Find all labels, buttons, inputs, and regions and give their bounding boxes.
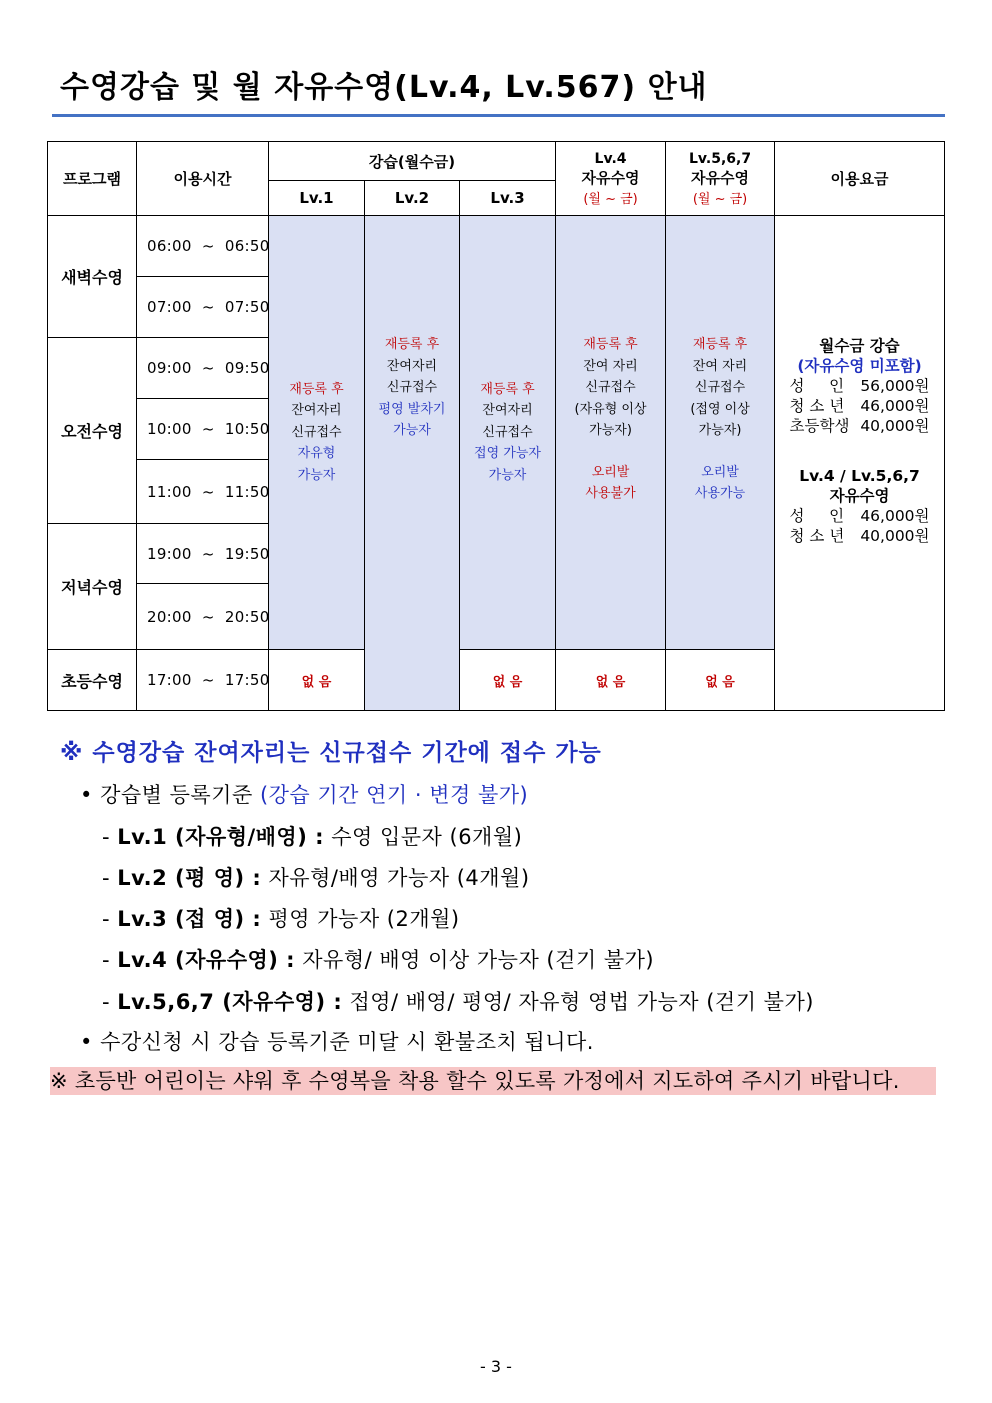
lv2-line2: 잔여자리	[386, 358, 438, 374]
time-slot: 11:00 ~ 11:50	[137, 460, 269, 524]
page-title: 수영강습 및 월 자유수영(Lv.4, Lv.567) 안내	[60, 70, 708, 105]
header-free-lv567-label: 자유수영	[691, 168, 750, 187]
criteria-item-text: 수영 입문자 (6개월)	[331, 825, 523, 849]
lv2-line5: 가능자	[393, 423, 431, 438]
lv3-child-none: 없 음	[460, 650, 556, 711]
free-lv567-line1: 재등록 후	[692, 337, 748, 352]
fee-youth-lesson-row	[790, 396, 930, 416]
fee-adult-free: 46,000원	[860, 507, 930, 525]
header-lv3: Lv.3	[460, 181, 556, 216]
criteria-item-text: 자유형/배영 가능자 (4개월)	[268, 866, 530, 890]
criteria-item: - Lv.5,6,7 (자유수영) : 접영/ 배영/ 평영/ 자유형 영법 가능자 (걷기 불가)	[102, 990, 814, 1014]
lv3-line5: 가능자	[488, 467, 527, 483]
criteria-item-label: Lv.3 (접 영) :	[117, 907, 262, 931]
fee-lesson-note: (자유수영 미포함)	[797, 357, 922, 375]
free-lv567-line2: 잔여 자리	[692, 358, 748, 374]
criteria-item: - Lv.4 (자유수영) : 자유형/ 배영 이상 가능자 (걷기 불가)	[102, 948, 655, 972]
program-morning: 오전수영	[48, 338, 137, 524]
free-lv567-line5: 가능자)	[698, 423, 742, 438]
free-lv4-line1: 재등록 후	[583, 337, 638, 352]
lv3-line3: 신규접수	[482, 424, 533, 440]
free-lv4-child-none: 없 음	[556, 650, 666, 711]
time-slot: 20:00 ~ 20:50	[137, 584, 269, 650]
schedule-table	[47, 141, 945, 711]
criteria-item-text: 평영 가능자 (2개월)	[268, 907, 460, 931]
fee-adult-lesson-row	[790, 376, 930, 396]
fee-free-title: Lv.4 / Lv.5,6,7	[799, 467, 920, 485]
header-free-lv567	[666, 142, 775, 216]
lv1-line3: 신규접수	[291, 424, 342, 440]
free-lv4-line5: 가능자)	[589, 423, 632, 438]
page-number: - 3 -	[480, 1357, 512, 1376]
time-slot: 19:00 ~ 19:50	[137, 524, 269, 584]
lv1-line1: 재등록 후	[289, 381, 344, 397]
lv3-line2: 잔여자리	[482, 403, 533, 419]
criteria-item-label: Lv.4 (자유수영) :	[117, 948, 296, 972]
header-free-lv4-level: Lv.4	[594, 150, 627, 167]
free-lv4-line7: 사용불가	[585, 486, 636, 501]
time-slot: 09:00 ~ 09:50	[137, 338, 269, 399]
criteria-item-text: 접영/ 배영/ 평영/ 자유형 영법 가능자 (걷기 불가)	[349, 990, 814, 1014]
fee-adult-lesson: 56,000원	[860, 377, 930, 395]
free-lv4-info	[556, 216, 666, 650]
free-lv567-line3: 신규접수	[694, 380, 746, 395]
fee-lesson-title: 월수금 강습	[819, 337, 900, 355]
fee-adult-free-label: 성 인	[789, 507, 845, 525]
time-slot: 06:00 ~ 06:50	[137, 216, 269, 277]
criteria-intro-text: 강습별 등록기준	[100, 783, 253, 807]
fee-info	[775, 216, 945, 711]
free-lv4-line3: 신규접수	[585, 380, 636, 395]
lv1-info	[269, 216, 365, 650]
free-lv567-line4: (접영 이상	[690, 401, 750, 417]
free-lv567-line7: 사용가능	[694, 486, 746, 501]
program-child: 초등수영	[48, 650, 137, 711]
header-time: 이용시간	[137, 142, 269, 216]
fee-free-subtitle: 자유수영	[829, 487, 890, 505]
header-free-lv4	[556, 142, 666, 216]
criteria-item-label: Lv.2 (평 영) :	[117, 866, 262, 890]
lv2-info	[365, 216, 460, 711]
fee-adult-label: 성 인	[789, 377, 845, 395]
refund-note: • 수강신청 시 강습 등록기준 미달 시 환불조치 됩니다.	[80, 1030, 594, 1054]
header-fee: 이용요금	[775, 142, 945, 216]
program-evening: 저녁수영	[48, 524, 137, 650]
lv2-line4: 평영 발차기	[378, 401, 446, 417]
free-lv4-line6: 오리발	[591, 464, 630, 480]
lv1-child-none: 없 음	[269, 650, 365, 711]
lv1-line5: 가능자	[297, 467, 336, 483]
criteria-item: - Lv.3 (접 영) : 평영 가능자 (2개월)	[102, 907, 460, 931]
criteria-intro-note: (강습 기간 연기 · 변경 불가)	[259, 783, 529, 807]
criteria-item: - Lv.2 (평 영) : 자유형/배영 가능자 (4개월)	[102, 866, 530, 890]
fee-youth-label: 청 소 년	[789, 397, 845, 415]
free-lv4-line2: 잔여 자리	[583, 358, 638, 374]
parent-footnote: ※ 초등반 어린이는 샤워 후 수영복을 착용 할수 있도록 가정에서 지도하여 주시기 바랍니다.	[50, 1067, 936, 1095]
lv1-line2: 잔여자리	[291, 403, 342, 419]
header-lv1: Lv.1	[269, 181, 365, 216]
fee-youth-free: 40,000원	[860, 527, 930, 545]
fee-child-lesson: 40,000원	[860, 417, 930, 435]
notice-heading: ※ 수영강습 잔여자리는 신규접수 기간에 접수 가능	[60, 740, 602, 766]
lv3-line4: 접영 가능자	[474, 446, 541, 462]
header-lv2: Lv.2	[365, 181, 460, 216]
fee-youth-free-row	[790, 526, 930, 546]
time-slot: 17:00 ~ 17:50	[137, 650, 269, 711]
program-dawn: 새벽수영	[48, 216, 137, 338]
lv3-line1: 재등록 후	[480, 381, 535, 397]
title-underline	[52, 114, 945, 117]
time-slot: 07:00 ~ 07:50	[137, 277, 269, 338]
header-free-lv567-days: (월 ~ 금)	[692, 191, 748, 207]
fee-child-lesson-row	[790, 416, 930, 436]
header-lesson: 강습(월수금)	[269, 142, 556, 181]
criteria-item-label: Lv.5,6,7 (자유수영) :	[117, 990, 343, 1014]
criteria-item-label: Lv.1 (자유형/배영) :	[117, 825, 325, 849]
lv1-line4: 자유형	[297, 446, 336, 462]
free-lv567-line6: 오리발	[701, 464, 739, 480]
lv3-info	[460, 216, 556, 650]
time-slot: 10:00 ~ 10:50	[137, 399, 269, 460]
fee-adult-free-row	[790, 506, 930, 526]
header-program: 프로그램	[48, 142, 137, 216]
criteria-intro: • 강습별 등록기준 (강습 기간 연기 · 변경 불가)	[80, 783, 529, 807]
fee-youth-free-label: 청 소 년	[789, 527, 845, 545]
fee-child-label: 초등학생	[789, 417, 850, 435]
criteria-item-text: 자유형/ 배영 이상 가능자 (걷기 불가)	[302, 948, 655, 972]
free-lv4-line4: (자유형 이상	[574, 401, 647, 417]
lv2-line3: 신규접수	[386, 380, 438, 395]
lv2-line1: 재등록 후	[384, 337, 440, 352]
criteria-item: - Lv.1 (자유형/배영) : 수영 입문자 (6개월)	[102, 825, 523, 849]
free-lv567-child-none: 없 음	[666, 650, 775, 711]
refund-note-text: 수강신청 시 강습 등록기준 미달 시 환불조치 됩니다.	[100, 1030, 594, 1054]
fee-youth-lesson: 46,000원	[860, 397, 930, 415]
header-free-lv4-days: (월 ~ 금)	[583, 191, 638, 207]
free-lv567-info	[666, 216, 775, 650]
header-free-lv4-label: 자유수영	[581, 168, 640, 187]
header-free-lv567-level: Lv.5,6,7	[688, 150, 752, 167]
